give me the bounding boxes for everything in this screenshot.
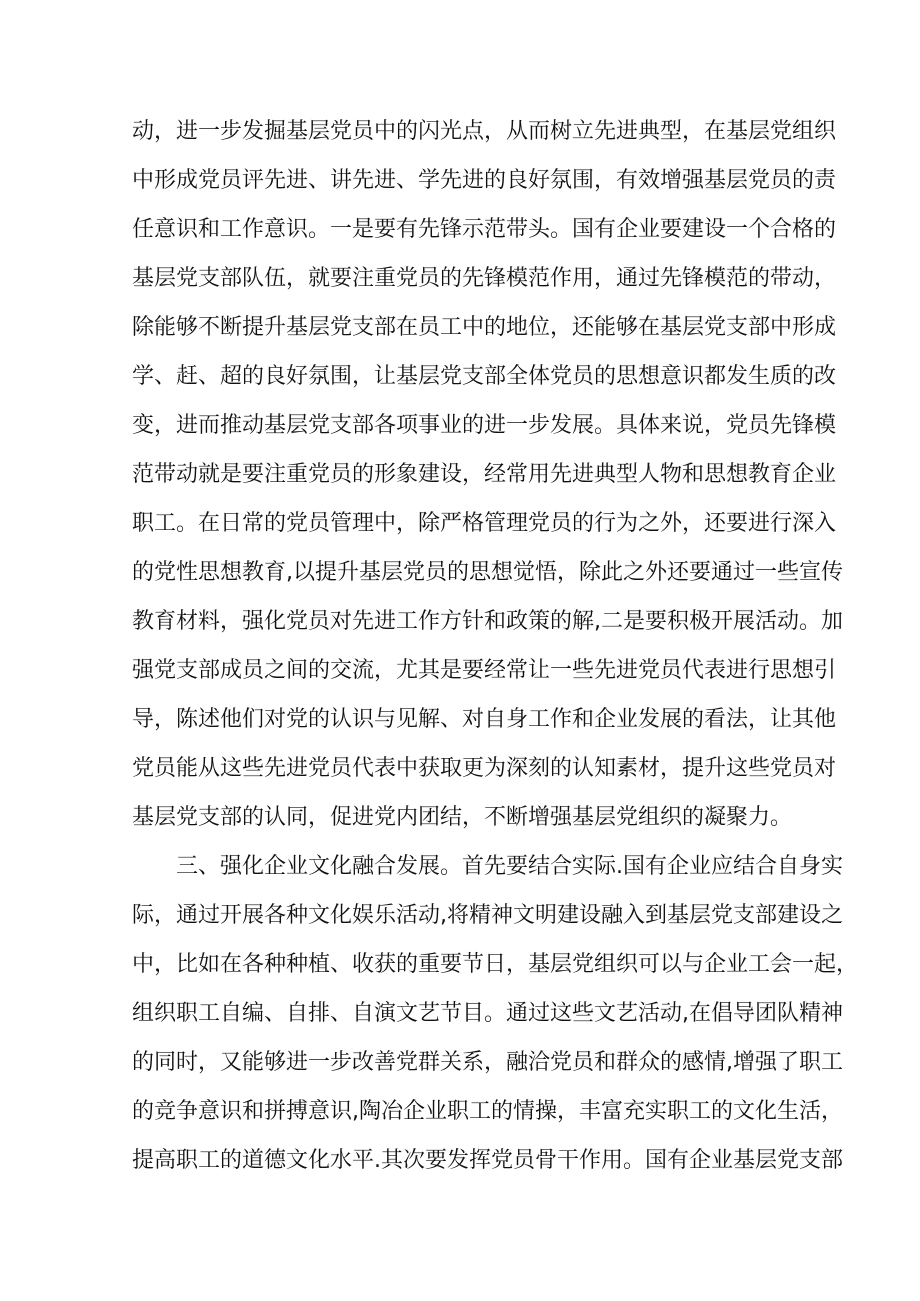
text-line: 党员能从这些先进党员代表中获取更为深刻的认知素材，提升这些党员对 [132,756,837,781]
text-line: 职工。在日常的党员管理中，除严格管理党员的行为之外，还要进行深入 [132,511,837,536]
text-line: 中，比如在各种种植、收获的重要节日，基层党组织可以与企业工会一起， [132,952,859,977]
text-line: 中形成党员评先进、讲先进、学先进的良好氛围，有效增强基层党员的责 [132,168,837,193]
text-line: 的党性思想教育,以提升基层党员的思想觉悟，除此之外还要通过一些宣传 [132,560,843,585]
text-line: 教育材料，强化党员对先进工作方针和政策的解,二是要积极开展活动。加 [132,609,843,634]
text-line: 基层党支部队伍，就要注重党员的先锋模范作用，通过先锋模范的带动， [132,266,837,291]
text-line: 导，陈述他们对党的认识与见解、对自身工作和企业发展的看法，让其他 [132,707,837,732]
text-line: 的竞争意识和拼搏意识,陶冶企业职工的情操，丰富充实职工的文化生活， [132,1099,843,1124]
text-line: 提高职工的道德文化水平.其次要发挥党员骨干作用。国有企业基层党支部 [132,1148,843,1173]
text-line: 动，进一步发掘基层党员中的闪光点，从而树立先进典型，在基层党组织 [132,119,837,144]
text-line: 除能够不断提升基层党支部在员工中的地位，还能够在基层党支部中形成 [132,315,837,340]
paragraph-start-line: 三、强化企业文化融合发展。首先要结合实际.国有企业应结合自身实 [176,854,843,879]
text-line: 际，通过开展各种文化娱乐活动,将精神文明建设融入到基层党支部建设之 [132,903,843,928]
text-line: 范带动就是要注重党员的形象建设，经常用先进典型人物和思想教育企业 [132,462,837,487]
text-line: 组织职工自编、自排、自演文艺节目。通过这些文艺活动,在倡导团队精神 [132,1001,843,1026]
text-line: 基层党支部的认同，促进党内团结，不断增强基层党组织的凝聚力。 [132,805,793,830]
text-line: 变，进而推动基层党支部各项事业的进一步发展。具体来说，党员先锋模 [132,413,837,438]
text-line: 任意识和工作意识。一是要有先锋示范带头。国有企业要建设一个合格的 [132,217,837,242]
text-line: 学、赶、超的良好氛围，让基层党支部全体党员的思想意识都发生质的改 [132,364,837,389]
text-line: 的同时，又能够进一步改善党群关系，融洽党员和群众的感情,增强了职工 [132,1050,843,1075]
text-line: 强党支部成员之间的交流，尤其是要经常让一些先进党员代表进行思想引 [132,658,837,683]
